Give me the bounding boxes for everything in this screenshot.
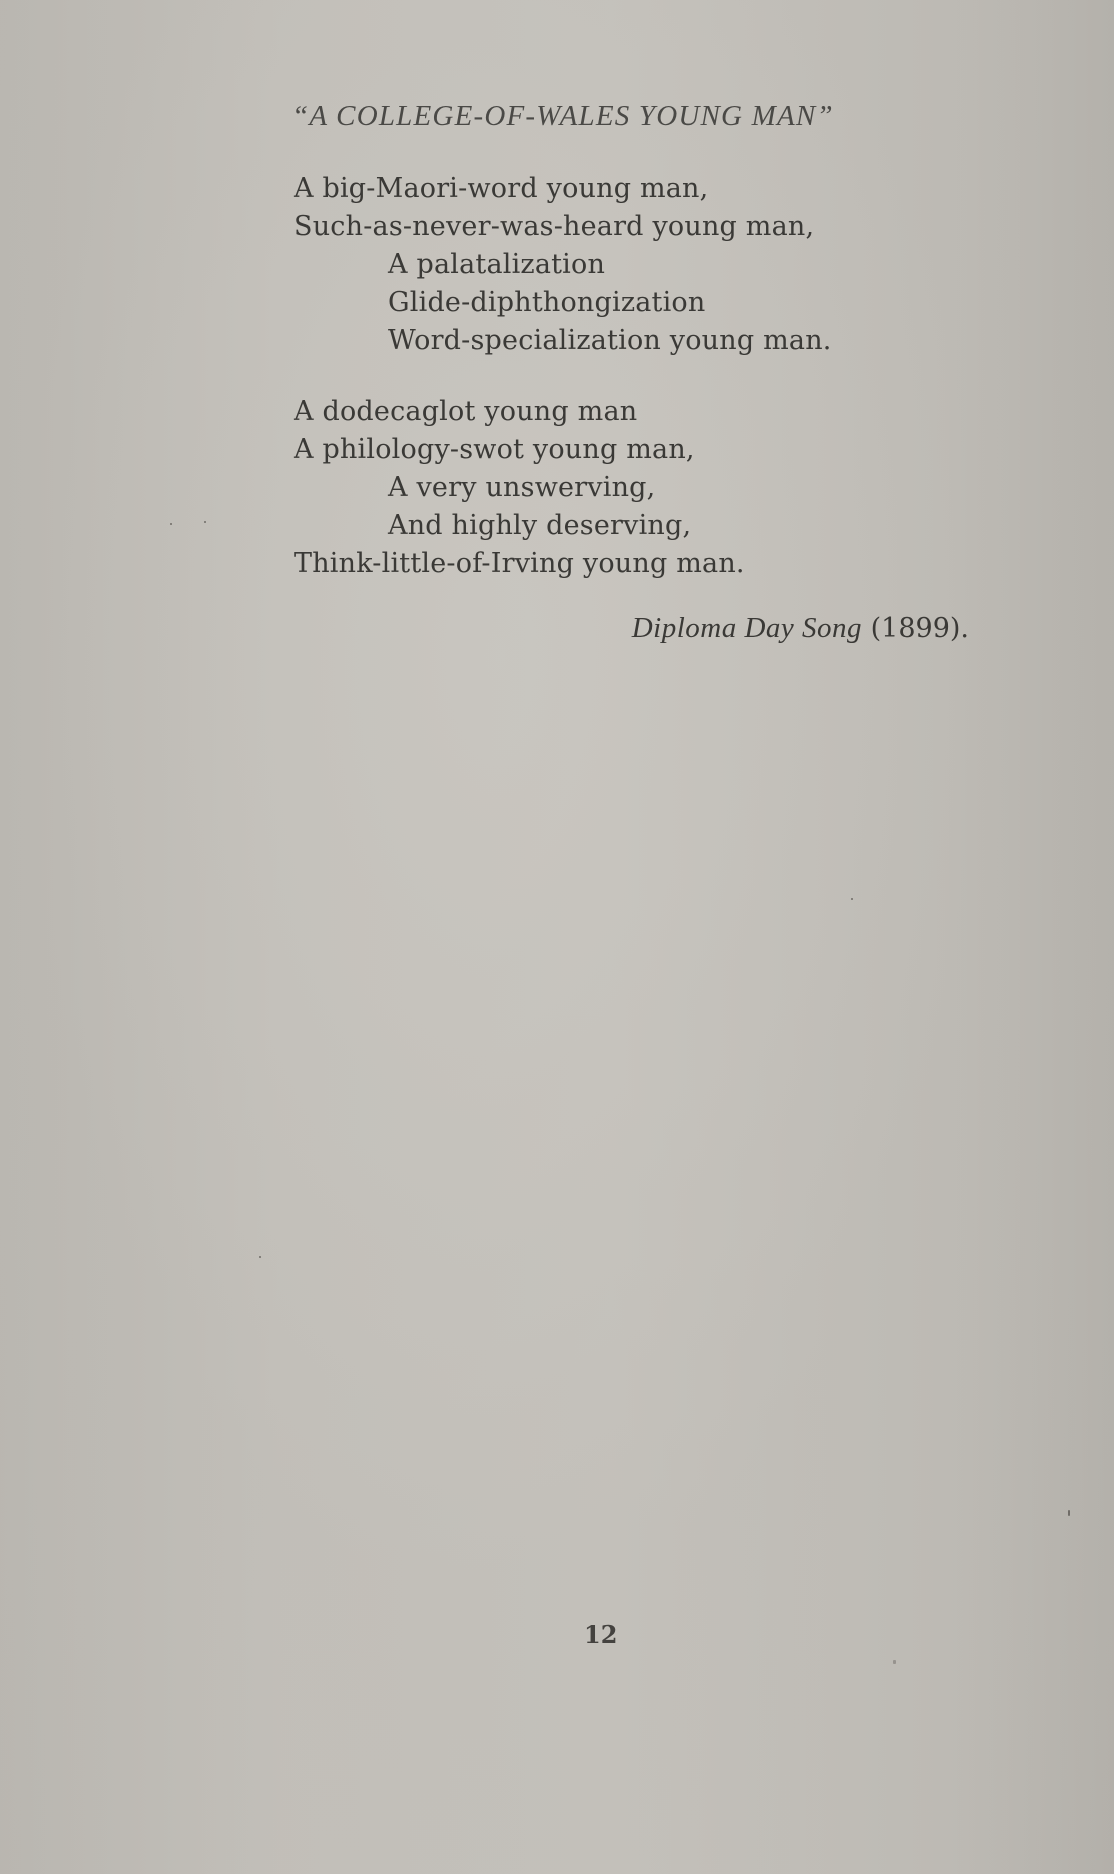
paper-speck [259,1256,261,1258]
attribution-year: (1899). [870,613,969,644]
verse-line: A dodecaglot young man [294,396,638,427]
verse-line: A very unswerving, [388,472,656,503]
paper-speck [893,1660,896,1664]
verse-line: And highly deserving, [388,510,692,541]
verse-line: Such-as-never-was-heard young man, [294,211,815,242]
verse-line: A big-Maori-word young man, [294,173,709,204]
attribution [632,612,969,645]
verse-line: Word-specialization young man. [388,325,832,356]
poem-title: “A COLLEGE-OF-WALES YOUNG MAN” [292,100,834,132]
paper-speck [1068,1510,1070,1516]
attribution-work: Diploma Day Song [631,612,863,644]
verse-line: Think-little-of-Irving young man. [294,548,745,579]
page-number: 12 [584,1620,618,1649]
paper-speck [851,898,853,900]
paper-speck [170,523,172,525]
verse-line: Glide-diphthongization [388,287,706,318]
stanza-1 [294,170,832,360]
paper-speck [204,521,206,523]
verse-line: A philology-swot young man, [294,434,695,465]
stanza-2 [294,393,745,583]
verse-line: A palatalization [388,249,606,280]
